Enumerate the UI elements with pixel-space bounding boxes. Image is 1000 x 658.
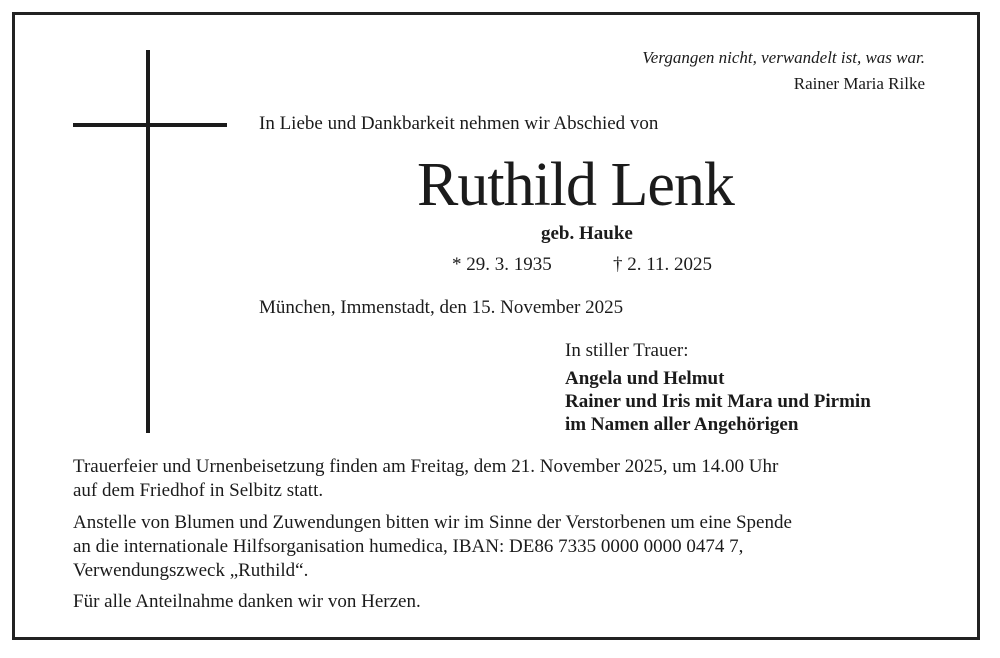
deceased-name: Ruthild Lenk (417, 151, 734, 219)
notice-line: Für alle Anteilnahme danken wir von Herzen. (73, 591, 421, 612)
mourner-line: Angela und Helmut (565, 368, 725, 389)
cross-icon-vertical (146, 50, 150, 433)
cross-icon-horizontal (73, 123, 227, 127)
mourner-line: im Namen aller Angehörigen (565, 414, 799, 435)
quote-author: Rainer Maria Rilke (793, 74, 925, 93)
mourning-heading: In stiller Trauer: (565, 340, 689, 361)
notice-line: auf dem Friedhof in Selbitz statt. (73, 480, 324, 501)
notice-line: an die internationale Hilfsorganisation humedica, IBAN: DE86 7335 0000 0000 0474 7, (73, 536, 744, 557)
notice-line: Anstelle von Blumen und Zuwendungen bitten wir im Sinne der Verstorbenen um eine Spende (73, 512, 792, 533)
birth-date: * 29. 3. 1935 (452, 254, 552, 275)
intro-text: In Liebe und Dankbarkeit nehmen wir Abschied von (259, 113, 659, 134)
death-date: † 2. 11. 2025 (613, 254, 713, 275)
maiden-name: geb. Hauke (541, 223, 633, 244)
mourner-line: Rainer und Iris mit Mara und Pirmin (565, 391, 871, 412)
notice-line: Trauerfeier und Urnenbeisetzung finden am Freitag, dem 21. November 2025, um 14.00 Uhr (73, 456, 779, 477)
quote-text: Vergangen nicht, verwandelt ist, was war. (642, 48, 925, 67)
notice-line: Verwendungszweck „Ruthild“. (73, 560, 309, 581)
place-date: München, Immenstadt, den 15. November 2025 (259, 297, 624, 318)
